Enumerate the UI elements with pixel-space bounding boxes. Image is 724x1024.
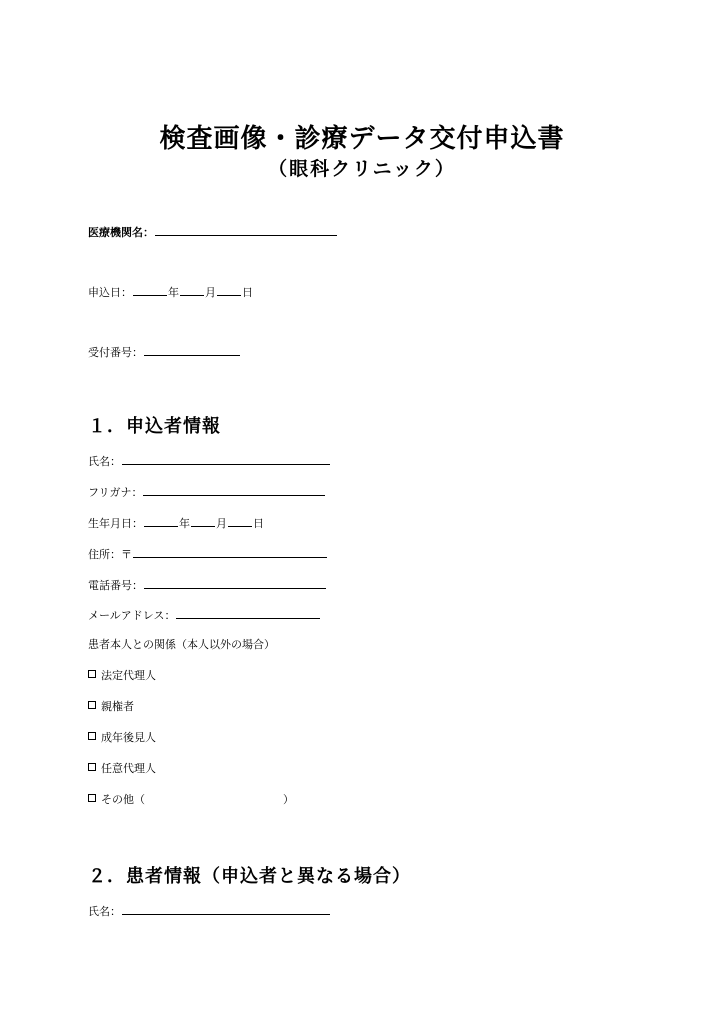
relation-option-adult-guardian[interactable] — [88, 731, 156, 745]
email-blank[interactable] — [176, 607, 320, 619]
birth-month-blank[interactable] — [191, 515, 215, 527]
birth-month-label: 月 — [216, 517, 227, 530]
document-title: 検査画像・診療データ交付申込書 — [159, 124, 565, 154]
patient-name-field — [88, 903, 331, 919]
checkbox-adult-guardian[interactable] — [88, 732, 96, 740]
application-date-label: 申込日： — [88, 286, 132, 299]
birth-year-label: 年 — [179, 517, 190, 530]
birthdate-field — [88, 515, 264, 531]
furigana-blank[interactable] — [143, 484, 325, 496]
applicant-name-label: 氏名： — [88, 455, 121, 468]
other-option-label: その他（ — [101, 793, 145, 806]
checkbox-parental-authority[interactable] — [88, 701, 96, 709]
receipt-number-field — [88, 344, 241, 360]
furigana-label: フリガナ： — [88, 486, 143, 499]
phone-blank[interactable] — [144, 577, 326, 589]
institution-name-label: 医療機関名： — [88, 226, 154, 239]
application-month-label: 月 — [205, 286, 216, 299]
birth-year-blank[interactable] — [144, 515, 178, 527]
application-month-blank[interactable] — [180, 284, 204, 296]
relation-option-legal-representative[interactable] — [88, 669, 156, 683]
relation-label: 患者本人との関係（本人以外の場合） — [88, 638, 275, 651]
section-2-heading: ２．患者情報（申込者と異なる場合） — [88, 866, 411, 887]
institution-name-blank[interactable] — [155, 224, 337, 236]
checkbox-other[interactable] — [88, 794, 96, 802]
address-field — [88, 546, 328, 562]
relation-option-parental-authority[interactable] — [88, 700, 134, 714]
address-label: 住所：〒 — [88, 548, 132, 561]
relation-option-label: 任意代理人 — [101, 762, 156, 775]
relation-option-label: 成年後見人 — [101, 731, 156, 744]
applicant-name-blank[interactable] — [122, 453, 330, 465]
checkbox-legal-representative[interactable] — [88, 670, 96, 678]
applicant-name-field — [88, 453, 331, 469]
receipt-number-label: 受付番号： — [88, 346, 143, 359]
receipt-number-blank[interactable] — [144, 344, 240, 356]
application-year-blank[interactable] — [133, 284, 167, 296]
patient-name-blank[interactable] — [122, 903, 330, 915]
other-option-close: ） — [283, 793, 294, 806]
relation-option-label: 法定代理人 — [101, 669, 156, 682]
application-year-label: 年 — [168, 286, 179, 299]
section-1-heading: １．申込者情報 — [88, 416, 221, 437]
email-label: メールアドレス： — [88, 609, 176, 622]
phone-label: 電話番号： — [88, 579, 143, 592]
birth-day-blank[interactable] — [228, 515, 252, 527]
application-date-field — [88, 284, 253, 300]
application-day-label: 日 — [242, 286, 253, 299]
checkbox-voluntary-agent[interactable] — [88, 763, 96, 771]
birthdate-label: 生年月日： — [88, 517, 143, 530]
document-subtitle: （眼科クリニック） — [268, 158, 456, 180]
phone-field — [88, 577, 327, 593]
address-blank[interactable] — [133, 546, 327, 558]
email-field — [88, 607, 321, 623]
birth-day-label: 日 — [253, 517, 264, 530]
relation-option-voluntary-agent[interactable] — [88, 762, 156, 776]
application-day-blank[interactable] — [217, 284, 241, 296]
relation-option-other[interactable] — [88, 793, 294, 807]
institution-name-field — [88, 224, 338, 240]
patient-name-label: 氏名： — [88, 905, 121, 918]
furigana-field — [88, 484, 326, 500]
relation-option-label: 親権者 — [101, 700, 134, 713]
